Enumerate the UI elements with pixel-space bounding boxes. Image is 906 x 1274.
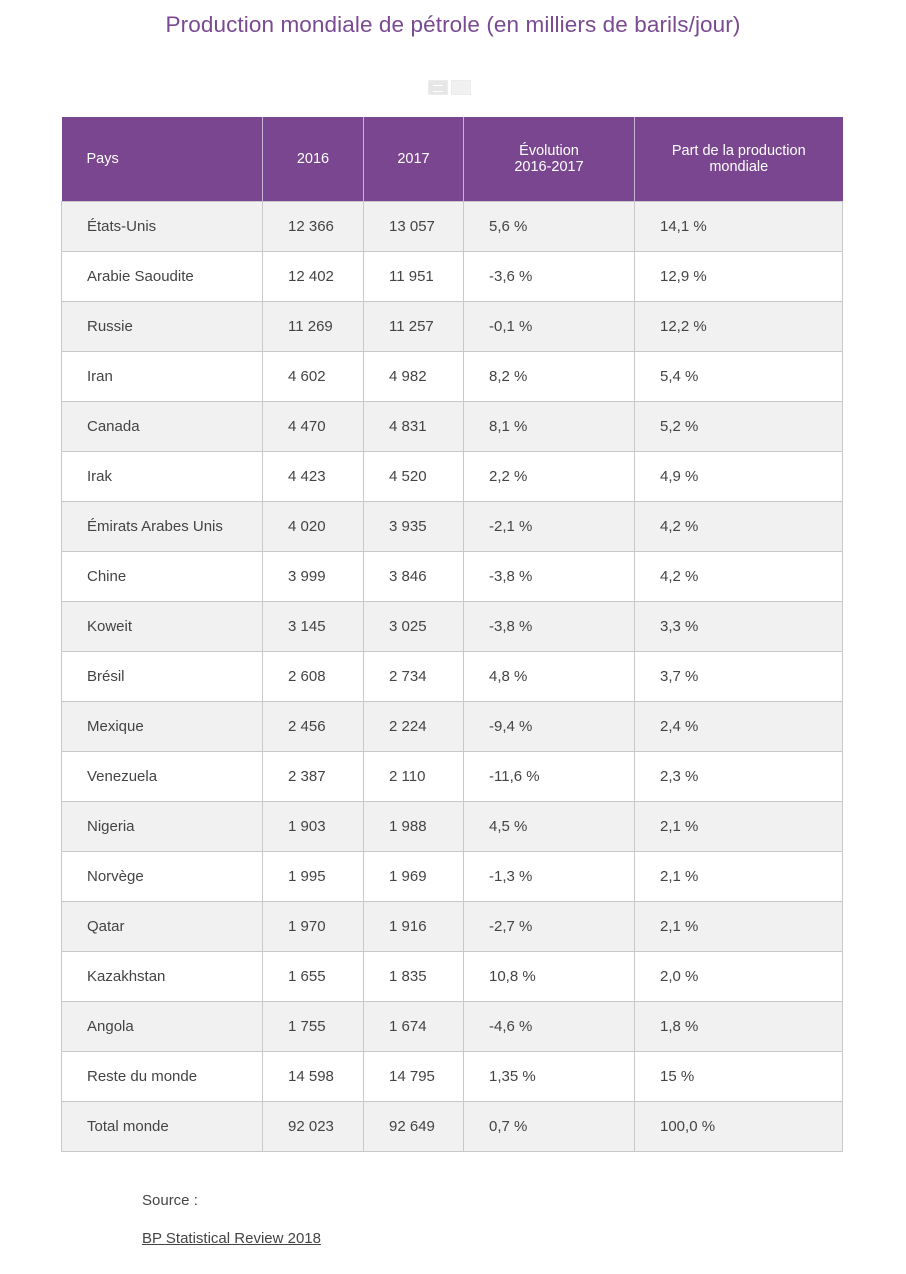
cell-evolution: 0,7 % — [464, 1101, 635, 1151]
cell-2016: 1 655 — [263, 951, 364, 1001]
header-share — [635, 117, 843, 201]
cell-2017: 92 649 — [364, 1101, 464, 1151]
cell-evolution: 4,5 % — [464, 801, 635, 851]
cell-country: Koweit — [62, 601, 263, 651]
table-row — [62, 251, 843, 301]
header-2016: 2016 — [263, 117, 364, 201]
cell-evolution: -11,6 % — [464, 751, 635, 801]
cell-evolution: -3,6 % — [464, 251, 635, 301]
cell-evolution: -9,4 % — [464, 701, 635, 751]
cell-2016: 2 387 — [263, 751, 364, 801]
table-row — [62, 551, 843, 601]
cell-share: 3,7 % — [635, 651, 843, 701]
cell-2016: 12 402 — [263, 251, 364, 301]
table-row — [62, 951, 843, 1001]
cell-2016: 2 608 — [263, 651, 364, 701]
cell-evolution: 2,2 % — [464, 451, 635, 501]
table-header-row — [62, 117, 843, 201]
cell-share: 5,4 % — [635, 351, 843, 401]
cell-2017: 3 846 — [364, 551, 464, 601]
cell-evolution: -4,6 % — [464, 1001, 635, 1051]
table-row — [62, 601, 843, 651]
cell-2016: 14 598 — [263, 1051, 364, 1101]
cell-2016: 3 145 — [263, 601, 364, 651]
header-evolution-line2: 2016-2017 — [514, 158, 584, 175]
cell-2016: 3 999 — [263, 551, 364, 601]
cell-2016: 1 755 — [263, 1001, 364, 1051]
table-row — [62, 501, 843, 551]
table-row — [62, 701, 843, 751]
table-row-total — [62, 1101, 843, 1151]
cell-2016: 92 023 — [263, 1101, 364, 1151]
cell-share: 4,2 % — [635, 501, 843, 551]
cell-2016: 4 470 — [263, 401, 364, 451]
cell-2017: 1 674 — [364, 1001, 464, 1051]
cell-2016: 1 970 — [263, 901, 364, 951]
cell-share: 2,4 % — [635, 701, 843, 751]
table-row — [62, 751, 843, 801]
table-row — [62, 401, 843, 451]
cell-2017: 11 951 — [364, 251, 464, 301]
cell-2017: 1 835 — [364, 951, 464, 1001]
header-share-line2: mondiale — [709, 158, 769, 175]
cell-country: Russie — [62, 301, 263, 351]
cell-country: Qatar — [62, 901, 263, 951]
cell-2016: 4 020 — [263, 501, 364, 551]
cell-evolution: -3,8 % — [464, 601, 635, 651]
cell-2017: 2 224 — [364, 701, 464, 751]
cell-evolution: -2,1 % — [464, 501, 635, 551]
table-row — [62, 901, 843, 951]
cell-country: Mexique — [62, 701, 263, 751]
cell-evolution: -0,1 % — [464, 301, 635, 351]
table-row — [62, 1001, 843, 1051]
table-row — [62, 851, 843, 901]
page-title: Production mondiale de pétrole (en milliers de barils/jour) — [165, 12, 741, 37]
cell-share: 4,9 % — [635, 451, 843, 501]
cell-2016: 1 903 — [263, 801, 364, 851]
cell-evolution: 5,6 % — [464, 201, 635, 251]
cell-2017: 13 057 — [364, 201, 464, 251]
cell-share: 1,8 % — [635, 1001, 843, 1051]
cell-country: Émirats Arabes Unis — [62, 501, 263, 551]
cell-2016: 12 366 — [263, 201, 364, 251]
cell-2017: 11 257 — [364, 301, 464, 351]
table-row — [62, 801, 843, 851]
cell-2017: 1 988 — [364, 801, 464, 851]
cell-evolution: 4,8 % — [464, 651, 635, 701]
cell-country: Irak — [62, 451, 263, 501]
table-row — [62, 351, 843, 401]
cell-2017: 3 025 — [364, 601, 464, 651]
cell-country: Venezuela — [62, 751, 263, 801]
cell-country: Norvège — [62, 851, 263, 901]
cell-evolution: 8,2 % — [464, 351, 635, 401]
cell-evolution: 8,1 % — [464, 401, 635, 451]
cell-evolution: 10,8 % — [464, 951, 635, 1001]
cell-country: Reste du monde — [62, 1051, 263, 1101]
view-toggle[interactable] — [428, 80, 471, 95]
cell-2017: 4 831 — [364, 401, 464, 451]
production-table — [61, 117, 843, 1152]
cell-2017: 4 982 — [364, 351, 464, 401]
cell-2017: 2 734 — [364, 651, 464, 701]
cell-share: 2,3 % — [635, 751, 843, 801]
table-row — [62, 651, 843, 701]
cell-share: 2,1 % — [635, 851, 843, 901]
cell-2017: 3 935 — [364, 501, 464, 551]
cell-country: Iran — [62, 351, 263, 401]
cell-country: États-Unis — [62, 201, 263, 251]
table-row — [62, 451, 843, 501]
source-link[interactable]: BP Statistical Review 2018 — [142, 1230, 321, 1247]
cell-country: Canada — [62, 401, 263, 451]
cell-evolution: 1,35 % — [464, 1051, 635, 1101]
cell-share: 3,3 % — [635, 601, 843, 651]
cell-share: 12,2 % — [635, 301, 843, 351]
cell-2016: 2 456 — [263, 701, 364, 751]
cell-2017: 1 916 — [364, 901, 464, 951]
cell-share: 14,1 % — [635, 201, 843, 251]
cell-evolution: -2,7 % — [464, 901, 635, 951]
header-share-line1: Part de la production — [671, 142, 806, 159]
header-evolution — [464, 117, 635, 201]
header-2017: 2017 — [364, 117, 464, 201]
cell-share: 4,2 % — [635, 551, 843, 601]
header-country: Pays — [62, 117, 263, 201]
cell-country: Chine — [62, 551, 263, 601]
cell-share: 2,0 % — [635, 951, 843, 1001]
cell-2017: 14 795 — [364, 1051, 464, 1101]
cell-share: 2,1 % — [635, 901, 843, 951]
table-row — [62, 1051, 843, 1101]
cell-country: Nigeria — [62, 801, 263, 851]
cell-country: Brésil — [62, 651, 263, 701]
cell-evolution: -1,3 % — [464, 851, 635, 901]
cell-share: 2,1 % — [635, 801, 843, 851]
cell-2016: 4 423 — [263, 451, 364, 501]
cell-2017: 4 520 — [364, 451, 464, 501]
cell-country: Arabie Saoudite — [62, 251, 263, 301]
cell-2016: 4 602 — [263, 351, 364, 401]
cell-country: Angola — [62, 1001, 263, 1051]
cell-share: 5,2 % — [635, 401, 843, 451]
header-evolution-line1: Évolution — [519, 142, 579, 159]
cell-country: Kazakhstan — [62, 951, 263, 1001]
table-row — [62, 301, 843, 351]
cell-2017: 1 969 — [364, 851, 464, 901]
cell-evolution: -3,8 % — [464, 551, 635, 601]
chart-view-button[interactable] — [451, 80, 471, 95]
cell-2016: 1 995 — [263, 851, 364, 901]
cell-2016: 11 269 — [263, 301, 364, 351]
cell-2017: 2 110 — [364, 751, 464, 801]
source-label: Source : — [142, 1192, 198, 1209]
table-row — [62, 201, 843, 251]
cell-country: Total monde — [62, 1101, 263, 1151]
cell-share: 100,0 % — [635, 1101, 843, 1151]
cell-share: 12,9 % — [635, 251, 843, 301]
cell-share: 15 % — [635, 1051, 843, 1101]
table-view-button[interactable] — [428, 80, 448, 95]
